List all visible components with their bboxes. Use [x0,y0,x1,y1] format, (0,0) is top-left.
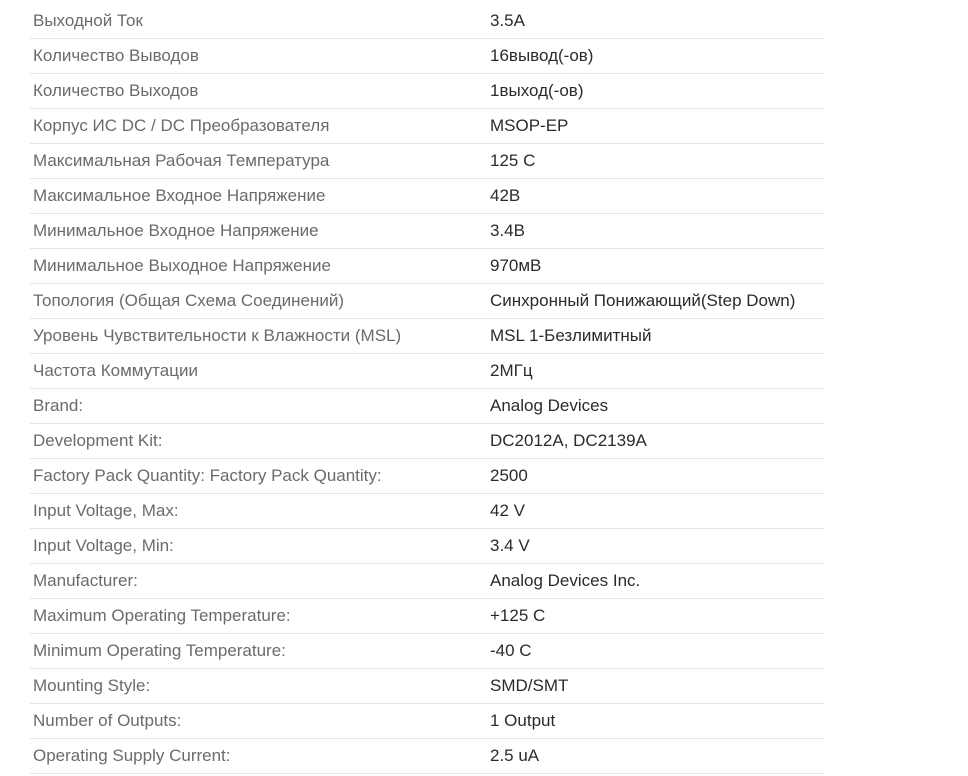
spec-row [30,634,825,669]
spec-value: 16вывод(-ов) [487,39,825,74]
spec-row [30,529,825,564]
spec-value: SMD/SMT [487,669,825,704]
spec-label: Частота Коммутации [30,354,487,389]
spec-value: 42 V [487,494,825,529]
spec-label: Максимальная Рабочая Температура [30,144,487,179]
spec-row [30,599,825,634]
spec-label: Brand: [30,389,487,424]
spec-label: Input Voltage, Max: [30,494,487,529]
spec-row [30,459,825,494]
spec-label: Maximum Operating Temperature: [30,599,487,634]
spec-value: Analog Devices Inc. [487,564,825,599]
spec-row [30,389,825,424]
spec-row [30,704,825,739]
spec-label: Количество Выводов [30,39,487,74]
spec-label: Максимальное Входное Напряжение [30,179,487,214]
spec-value: 2500 [487,459,825,494]
spec-row [30,4,825,39]
spec-row [30,319,825,354]
spec-label: Топология (Общая Схема Соединений) [30,284,487,319]
spec-row [30,494,825,529]
spec-value: MSL 1-Безлимитный [487,319,825,354]
spec-row [30,144,825,179]
spec-label: Mounting Style: [30,669,487,704]
spec-row [30,214,825,249]
spec-row [30,109,825,144]
spec-value: 3.5A [487,4,825,39]
spec-label: Minimum Operating Temperature: [30,634,487,669]
spec-value: 1 Output [487,704,825,739]
spec-value: 970мВ [487,249,825,284]
spec-row [30,739,825,774]
spec-row [30,249,825,284]
spec-label: Выходной Ток [30,4,487,39]
spec-row [30,284,825,319]
spec-label: Количество Выходов [30,74,487,109]
spec-label: Input Voltage, Min: [30,529,487,564]
spec-value: Analog Devices [487,389,825,424]
spec-label: Минимальное Выходное Напряжение [30,249,487,284]
spec-value: 42В [487,179,825,214]
spec-value: MSOP-EP [487,109,825,144]
spec-value: +125 C [487,599,825,634]
spec-value: 2МГц [487,354,825,389]
spec-label: Number of Outputs: [30,704,487,739]
spec-row [30,179,825,214]
spec-row [30,424,825,459]
spec-label: Development Kit: [30,424,487,459]
spec-label: Минимальное Входное Напряжение [30,214,487,249]
spec-label: Operating Supply Current: [30,739,487,774]
spec-value: 3.4 V [487,529,825,564]
spec-label: Manufacturer: [30,564,487,599]
spec-label: Уровень Чувствительности к Влажности (MSL) [30,319,487,354]
spec-value: -40 C [487,634,825,669]
specifications-table [30,4,825,774]
spec-value: Синхронный Понижающий(Step Down) [487,284,825,319]
spec-row [30,564,825,599]
spec-value: DC2012A, DC2139A [487,424,825,459]
spec-row [30,354,825,389]
spec-value: 125 C [487,144,825,179]
spec-value: 2.5 uA [487,739,825,774]
specifications-table-body [30,4,825,774]
spec-label: Корпус ИС DC / DC Преобразователя [30,109,487,144]
spec-value: 1выход(-ов) [487,74,825,109]
spec-row [30,74,825,109]
spec-label: Factory Pack Quantity: Factory Pack Quantity: [30,459,487,494]
spec-value: 3.4В [487,214,825,249]
spec-row [30,39,825,74]
spec-row [30,669,825,704]
